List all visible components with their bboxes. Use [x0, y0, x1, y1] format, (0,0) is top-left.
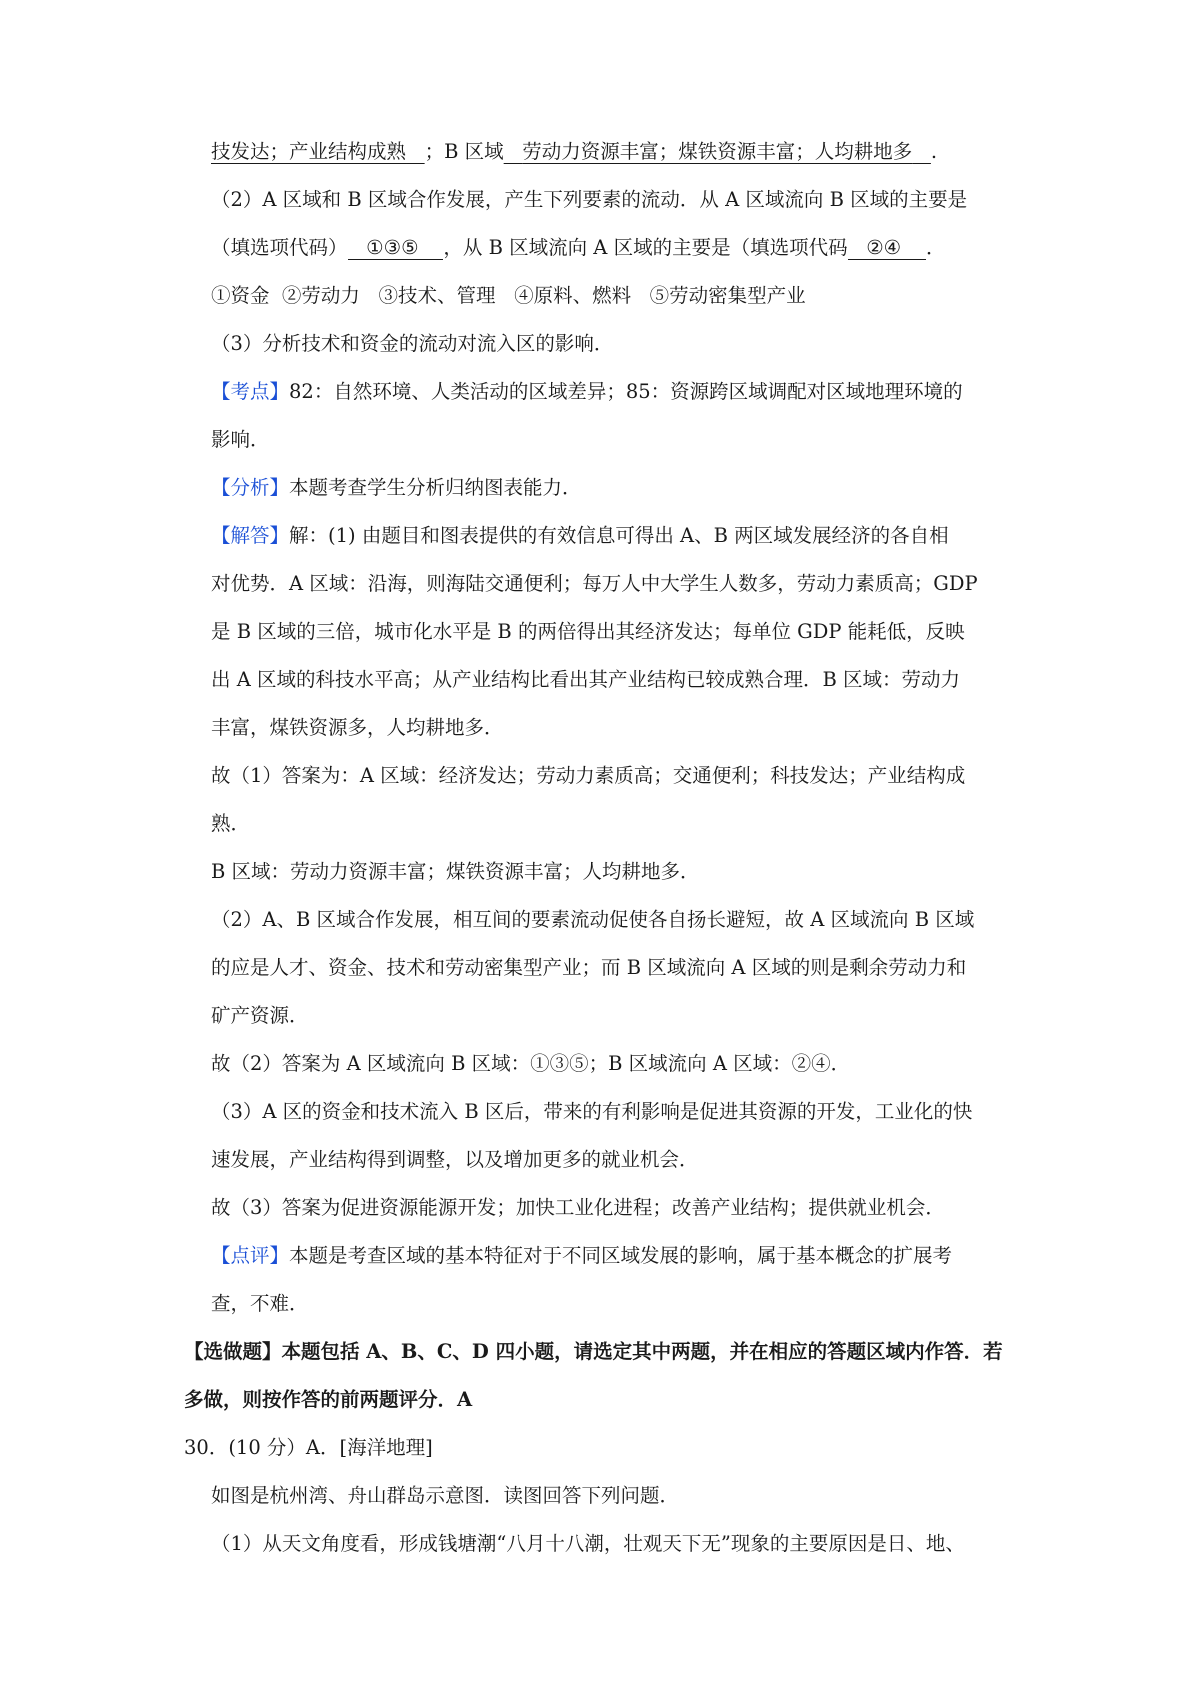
jieda-line-4: 出 A 区域的科技水平高；从产业结构比看出其产业结构已较成熟合理．B 区域：劳动力 [211, 668, 961, 691]
jieda-line-14: 速发展，产业结构得到调整，以及增加更多的就业机会． [211, 1148, 699, 1171]
separator-b-region: ；B 区域 [424, 140, 504, 163]
jieda-line-15: 故（3）答案为促进资源能源开发；加快工业化进程；改善产业结构；提供就业机会． [211, 1196, 945, 1219]
dianping-line-1: 【点评】本题是考查区域的基本特征对于不同区域发展的影响，属于基本概念的扩展考 [211, 1244, 953, 1267]
jieda-line-13: （3）A 区的资金和技术流入 B 区后，带来的有利影响是促进其资源的开发，工业化的快 [211, 1100, 973, 1123]
jieda-line-3: 是 B 区域的三倍，城市化水平是 B 的两倍得出其经济发达；每单位 GDP 能耗低，反映 [211, 620, 965, 643]
jieda-line-8: B 区域：劳动力资源丰富；煤铁资源丰富；人均耕地多． [211, 860, 700, 883]
kaodian-tag: 【考点】 [211, 380, 290, 403]
jieda-line-9: （2）A、B 区域合作发展，相互间的要素流动促使各自扬长避短，故 A 区域流向 B 区域 [211, 908, 975, 931]
question-2-line-1: （2）A 区域和 B 区域合作发展，产生下列要素的流动．从 A 区域流向 B 区域的主要是 [211, 188, 968, 211]
dianping-line-2: 查，不难． [211, 1292, 309, 1315]
answer-line-end: . [930, 140, 938, 163]
fenxi-line: 【分析】本题考查学生分析归纳图表能力． [211, 476, 582, 499]
xuanzuo-line-1: 【选做题】本题包括 A、B、C、D 四小题，请选定其中两题，并在相应的答题区域内作答．若 [184, 1340, 1003, 1363]
jieda-tag: 【解答】 [211, 524, 290, 547]
question-30-header: 30．(10 分）A．[海洋地理] [184, 1436, 433, 1459]
answer-line-regions [211, 138, 937, 166]
jieda-line-5: 丰富，煤铁资源多，人均耕地多． [211, 716, 504, 739]
jieda-line-1: 【解答】解：(1) 由题目和图表提供的有效信息可得出 A、B 两区域发展经济的各自相 [211, 524, 949, 547]
jieda-line-6: 故（1）答案为：A 区域：经济发达；劳动力素质高；交通便利；科技发达；产业结构成 [211, 764, 966, 787]
question-3: （3）分析技术和资金的流动对流入区的影响． [211, 332, 614, 355]
jieda-line-2: 对优势．A 区域：沿海，则海陆交通便利；每万人中大学生人数多，劳动力素质高；GDP [211, 572, 978, 595]
question-2-line-2: （填选项代码） ①③⑤ ，从 B 区域流向 A 区域的主要是（填选项代码 ②④ ． [211, 236, 946, 259]
xuanzuo-line-2: 多做，则按作答的前两题评分．A [184, 1388, 473, 1411]
answer-blank-b-to-a: ②④ [848, 237, 926, 260]
answer-b-region: 劳动力资源丰富；煤铁资源丰富；人均耕地多 [522, 140, 913, 163]
kaodian-line-2: 影响． [211, 428, 270, 451]
question-2-options: ①资金 ②劳动力 ③技术、管理 ④原料、燃料 ⑤劳动密集型产业 [211, 284, 806, 307]
answer-a-region: 技发达；产业结构成熟 [211, 140, 407, 163]
dianping-tag: 【点评】 [211, 1244, 290, 1267]
jieda-line-10: 的应是人才、资金、技术和劳动密集型产业；而 B 区域流向 A 区域的则是剩余劳动力和 [211, 956, 967, 979]
question-30-sub-1: （1）从天文角度看，形成钱塘潮“八月十八潮，壮观天下无”现象的主要原因是日、地、 [211, 1532, 965, 1555]
fenxi-tag: 【分析】 [211, 476, 290, 499]
jieda-line-7: 熟． [211, 812, 251, 835]
question-30-intro: 如图是杭州湾、舟山群岛示意图．读图回答下列问题． [211, 1484, 680, 1507]
kaodian-line-1: 【考点】82：自然环境、人类活动的区域差异；85：资源跨区域调配对区域地理环境的 [211, 380, 963, 403]
jieda-line-12: 故（2）答案为 A 区域流向 B 区域：①③⑤；B 区域流向 A 区域：②④． [211, 1052, 851, 1075]
jieda-line-11: 矿产资源． [211, 1004, 309, 1027]
answer-blank-a-to-b: ①③⑤ [348, 237, 444, 260]
answer-blank-a [406, 140, 425, 163]
